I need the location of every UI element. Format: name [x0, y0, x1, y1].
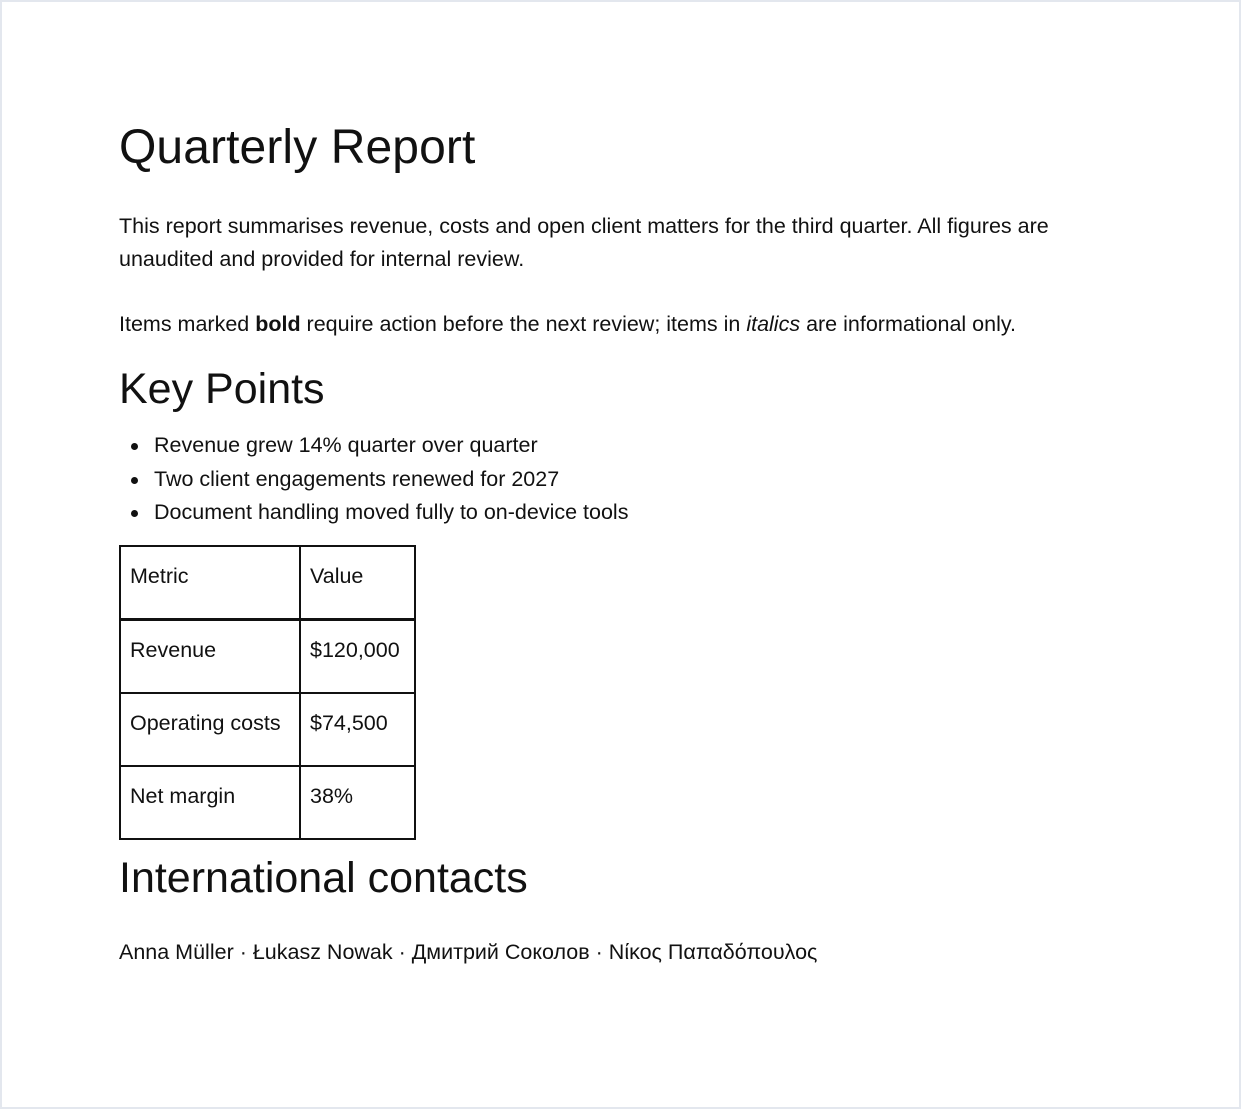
table-row [120, 766, 415, 839]
table-cell-value: 38% [300, 766, 415, 839]
table-header-row [120, 546, 415, 620]
document-body [119, 116, 1129, 969]
table-cell-value: $120,000 [300, 619, 415, 693]
list-item: Revenue grew 14% quarter over quarter [154, 429, 1129, 463]
legend-bold-word: bold [255, 312, 301, 336]
page-title: Quarterly Report [119, 121, 476, 174]
header-cell-metric: Metric [120, 546, 300, 620]
table-cell-metric: Revenue [120, 619, 300, 693]
contacts-line: Anna Müller · Łukasz Nowak · Дмитрий Соколов · Νίκος Παπαδόπουλος [119, 939, 818, 964]
table-row [120, 619, 415, 693]
metrics-table [119, 545, 416, 840]
table-row [120, 693, 415, 766]
key-points-heading: Key Points [119, 365, 325, 413]
list-item: Document handling moved fully to on-device tools [154, 496, 1129, 530]
key-points-list [119, 429, 1129, 530]
header-cell-value: Value [300, 546, 415, 620]
legend-text-start: Items marked [119, 312, 256, 336]
intro-paragraph: This report summarises revenue, costs and open client matters for the third quarter. All figures are unaudited and provided for internal review. [119, 214, 1049, 271]
table-cell-metric: Operating costs [120, 693, 300, 766]
legend-italic-word: italics [746, 312, 801, 336]
legend-text-end: are informational only. [800, 312, 1016, 336]
list-item: Two client engagements renewed for 2027 [154, 463, 1129, 497]
formatting-legend-paragraph [119, 308, 1129, 341]
international-contacts-heading: International contacts [119, 853, 528, 902]
legend-text-middle: require action before the next review; items in [300, 312, 747, 336]
table-cell-metric: Net margin [120, 766, 300, 839]
table-cell-value: $74,500 [300, 693, 415, 766]
